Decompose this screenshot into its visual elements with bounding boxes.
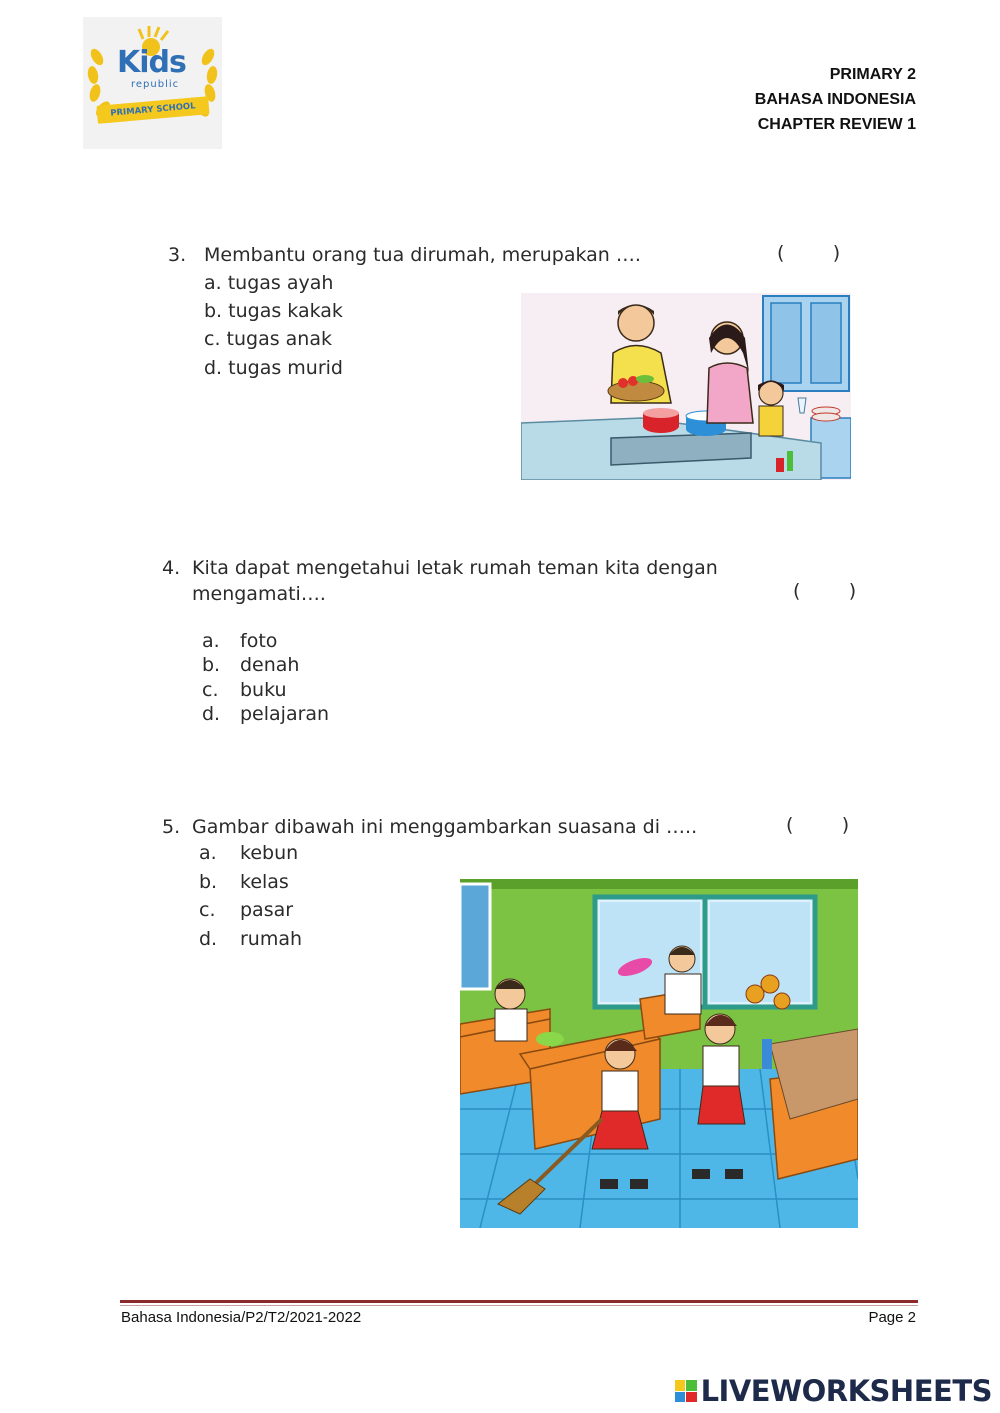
question-5-option-b[interactable]: kelas <box>240 871 289 893</box>
question-4-text-line1: Kita dapat mengetahui letak rumah teman kita dengan <box>192 557 718 579</box>
question-3-option-a[interactable]: a. tugas ayah <box>204 272 334 294</box>
question-3-option-c[interactable]: c. tugas anak <box>204 328 332 350</box>
question-4-option-d[interactable]: pelajaran <box>240 703 330 725</box>
question-3-option-d[interactable]: d. tugas murid <box>204 357 343 379</box>
header-level: PRIMARY 2 <box>829 66 916 83</box>
question-4-number: 4. <box>162 557 181 579</box>
liveworksheets-text: LIVEWORKSHEETS <box>700 1374 992 1408</box>
school-logo <box>83 17 222 149</box>
question-5-number: 5. <box>162 816 181 838</box>
question-4-text-line2: mengamati…. <box>192 583 326 605</box>
question-4-option-a[interactable]: foto <box>240 630 278 652</box>
footer-page-number: Page 2 <box>868 1309 916 1326</box>
question-5-answer-box[interactable]: ( ) <box>786 814 850 836</box>
question-3-answer-box[interactable]: ( ) <box>777 242 841 264</box>
question-3-number: 3. <box>168 244 187 266</box>
classroom-illustration <box>460 879 858 1228</box>
liveworksheets-logo-icon <box>675 1380 697 1402</box>
footer-rule-thin <box>120 1305 918 1306</box>
header-chapter: CHAPTER REVIEW 1 <box>757 116 916 133</box>
question-5-option-d[interactable]: rumah <box>240 928 303 950</box>
question-5-option-b-letter: b. <box>199 871 218 893</box>
document-header <box>755 62 916 137</box>
question-3-option-b[interactable]: b. tugas kakak <box>204 300 343 322</box>
question-4-option-c-letter: c. <box>202 679 219 701</box>
logo-banner: PRIMARY SCHOOL <box>96 96 209 124</box>
footer-rule <box>120 1300 918 1303</box>
question-5-option-a[interactable]: kebun <box>240 842 299 864</box>
question-4-option-c[interactable]: buku <box>240 679 287 701</box>
question-4-option-d-letter: d. <box>202 703 221 725</box>
question-4-option-b-letter: b. <box>202 654 221 676</box>
question-5-option-a-letter: a. <box>199 842 217 864</box>
question-5-text: Gambar dibawah ini menggambarkan suasana di ….. <box>192 816 698 838</box>
footer-course-code: Bahasa Indonesia/P2/T2/2021-2022 <box>121 1309 362 1326</box>
kitchen-family-illustration <box>521 293 851 480</box>
question-4-answer-box[interactable]: ( ) <box>793 580 857 602</box>
question-5-option-d-letter: d. <box>199 928 218 950</box>
logo-sub: republic <box>131 79 180 90</box>
question-5-option-c[interactable]: pasar <box>240 899 294 921</box>
question-3-text: Membantu orang tua dirumah, merupakan …. <box>204 244 641 266</box>
header-subject: BAHASA INDONESIA <box>754 91 916 108</box>
question-4-option-a-letter: a. <box>202 630 220 652</box>
question-5-option-c-letter: c. <box>199 899 216 921</box>
liveworksheets-watermark <box>675 1374 992 1408</box>
logo-word: Kids <box>117 45 186 80</box>
question-4-option-b[interactable]: denah <box>240 654 300 676</box>
